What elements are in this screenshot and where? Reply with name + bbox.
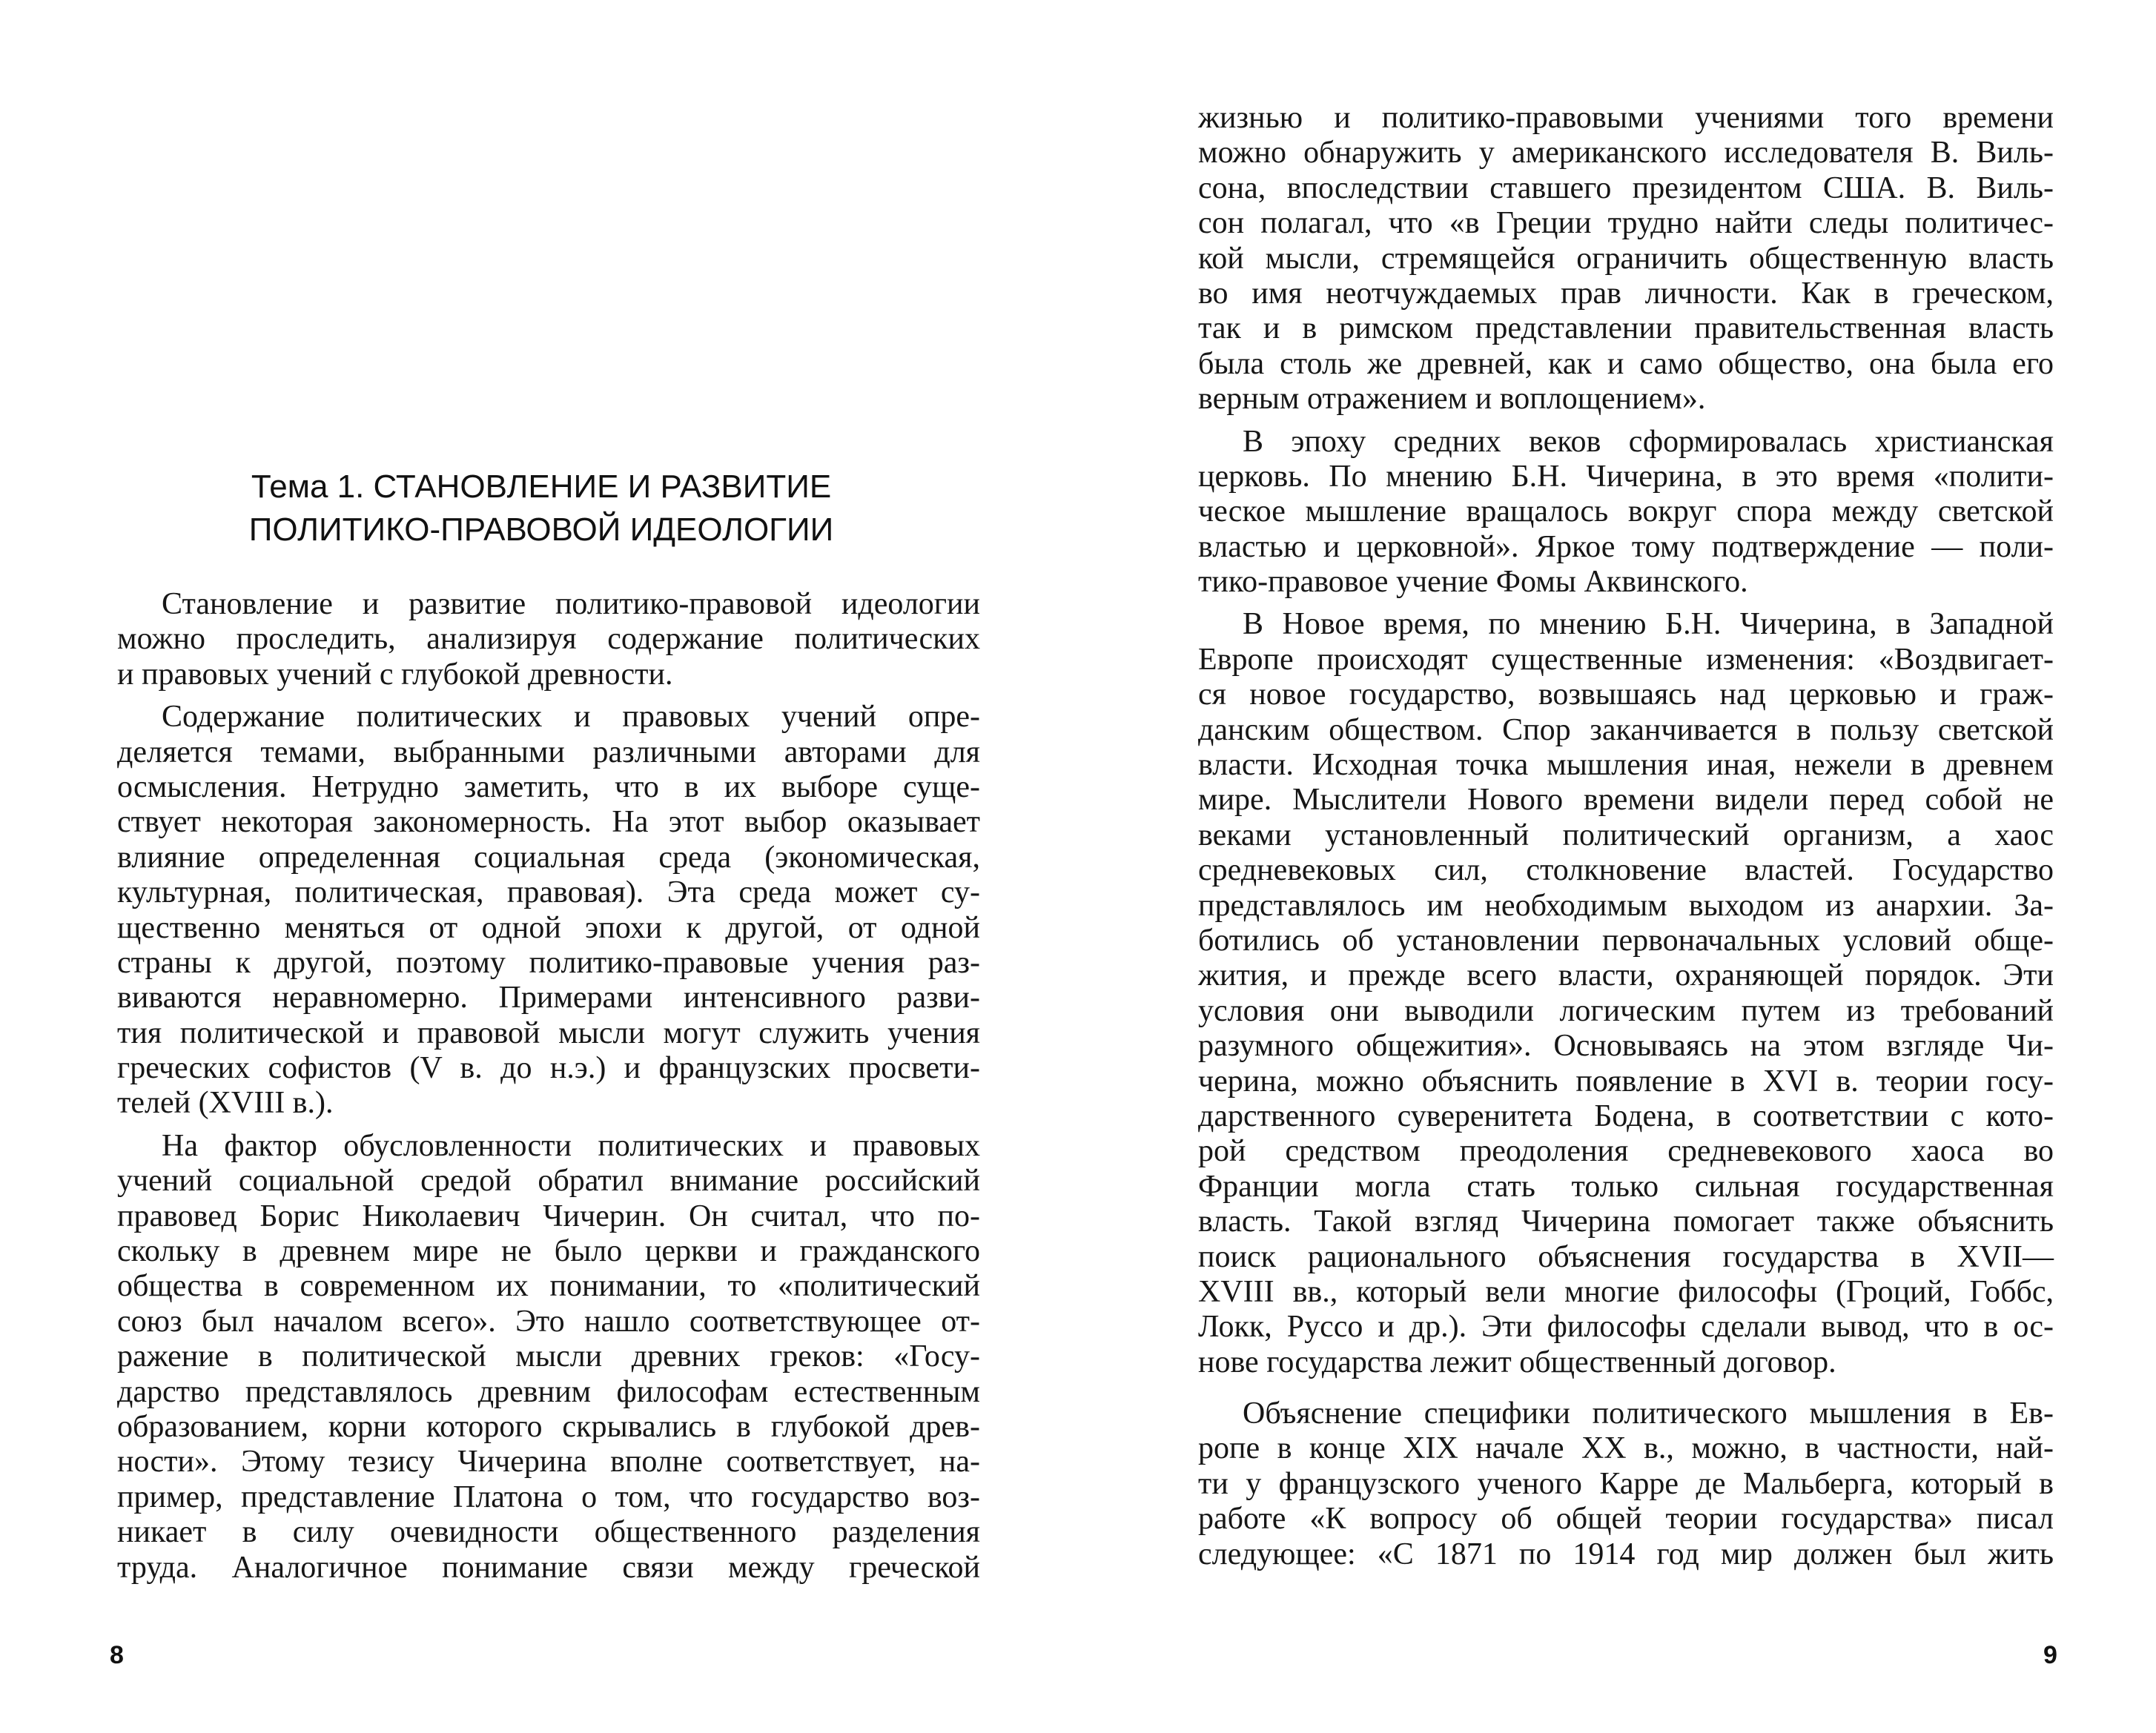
text-line: XVIII вв., который вели многие философы (Гроций, Гоббс,: [1198, 1274, 2054, 1309]
text-line: представлялось им необходимым выходом из анархии. За-: [1198, 888, 2054, 923]
text-line: учений социальной средой обратил внимание российский: [117, 1164, 980, 1199]
text-line: власть. Такой взгляд Чичерина помогает также объяснить: [1198, 1205, 2054, 1239]
text-line: На фактор обусловленности политических и правовых: [162, 1128, 980, 1163]
text-line: средневековых сил, столкновение властей. Государство: [1198, 853, 2054, 888]
text-line: Локк, Руссо и др.). Эти философы сделали вывод, что в ос-: [1198, 1310, 2054, 1345]
text-line: кой мысли, стремящейся ограничить общественную власть: [1198, 241, 2054, 276]
text-line: следующее: «С 1871 по 1914 год мир должен был жить: [1198, 1537, 2054, 1571]
text-line: ботились об установлении первоначальных условий обще-: [1198, 923, 2054, 958]
text-line: деляется темами, выбранными различными авторами для: [117, 735, 980, 769]
text-line: ражение в политической мысли древних греков: «Госу-: [117, 1339, 980, 1374]
text-line: союз был началом всего». Это нашло соответствующее от-: [117, 1304, 980, 1339]
text-line: Европе происходят существенные изменения: «Воздвигает-: [1198, 642, 2054, 677]
text-line: никает в силу очевидности общественного разделения: [117, 1515, 980, 1550]
text-line: тия политической и правовой мысли могут служить учения: [117, 1015, 980, 1050]
text-line: разумного общежития». Основываясь на этом взгляде Чи-: [1198, 1029, 2054, 1064]
text-line: рой средством преодоления средневекового хаоса во: [1198, 1134, 2054, 1169]
text-line: щественно меняться от одной эпохи к другой, от одной: [117, 910, 980, 945]
text-line: нове государства лежит общественный договор.: [1198, 1345, 1836, 1379]
text-line: культурная, политическая, правовая). Эта среда может су-: [117, 875, 980, 910]
text-line: можно обнаружить у американского исследователя В. Виль-: [1198, 136, 2054, 170]
text-line: ся новое государство, возвышаясь над церковью и граж-: [1198, 677, 2054, 712]
text-line: власти. Исходная точка мышления иная, нежели в древнем: [1198, 748, 2054, 783]
left-page-body: [117, 587, 980, 1585]
text-line: мире. Мыслители Нового времени видели перед собой не: [1198, 783, 2054, 818]
right-page-body: [1198, 101, 2054, 1572]
text-line: данским обществом. Спор заканчивается в пользу светской: [1198, 712, 2054, 747]
text-line: ности». Этому тезису Чичерина вполне соответствует, на-: [117, 1445, 980, 1479]
text-line: образованием, корни которого скрывались в глубокой древ-: [117, 1409, 980, 1444]
text-line: скольку в древнем мире не было церкви и гражданского: [117, 1234, 980, 1269]
text-line: правовед Борис Николаевич Чичерин. Он считал, что по-: [117, 1199, 980, 1233]
text-line: греческих софистов (V в. до н.э.) и французских просвети-: [117, 1051, 980, 1086]
text-line: во имя неотчуждаемых прав личности. Как в греческом,: [1198, 276, 2054, 311]
text-line: можно проследить, анализируя содержание политических: [117, 622, 980, 657]
text-line: ти у французского ученого Карре де Мальберга, который в: [1198, 1466, 2054, 1501]
text-line: В эпоху средних веков сформировалась христианская: [1243, 424, 2054, 459]
text-line: так и в римском представлении правительственная власть: [1198, 311, 2054, 346]
text-line: Франции могла стать только сильная государственная: [1198, 1169, 2054, 1204]
text-line: Содержание политических и правовых учений опре-: [162, 700, 980, 735]
right-page: [1078, 0, 2156, 1733]
text-line: общества в современном их понимании, то «политический: [117, 1269, 980, 1304]
text-line: поиск рационального объяснения государства в XVII—: [1198, 1239, 2054, 1274]
text-line: ропе в конце XIX начале XX в., можно, в частности, най-: [1198, 1431, 2054, 1466]
text-line: жития, и прежде всего власти, охраняющей порядок. Эти: [1198, 958, 2054, 993]
chapter-title-line-1: Тема 1. СТАНОВЛЕНИЕ И РАЗВИТИЕ: [251, 468, 832, 505]
text-line: Объяснение специфики политического мышления в Ев-: [1243, 1396, 2054, 1431]
text-line: дарственного суверенитета Бодена, в соответствии с кото-: [1198, 1099, 2054, 1133]
page-number: 9: [2043, 1641, 2057, 1669]
text-line: была столь же древней, как и само общество, она была его: [1198, 346, 2054, 381]
text-line: условия они выводили логическим путем из требований: [1198, 993, 2054, 1028]
text-line: властью и церковной». Яркое тому подтверждение — поли-: [1198, 529, 2054, 564]
text-line: осмысления. Нетрудно заметить, что в их выборе суще-: [117, 769, 980, 804]
text-line: телей (XVIII в.).: [117, 1086, 334, 1121]
text-line: страны к другой, поэтому политико-правовые учения раз-: [117, 945, 980, 980]
text-line: В Новое время, по мнению Б.Н. Чичерина, в Западной: [1243, 607, 2054, 642]
text-line: Становление и развитие политико-правовой идеологии: [162, 587, 980, 621]
text-line: верным отражением и воплощением».: [1198, 382, 1706, 417]
text-line: ческое мышление вращалось вокруг спора между светской: [1198, 494, 2054, 529]
text-line: ствует некоторая закономерность. На этот выбор оказывает: [117, 805, 980, 840]
text-line: черина, можно объяснить появление в XVI в. теории госу-: [1198, 1064, 2054, 1099]
chapter-title: [111, 465, 971, 551]
text-line: тико-правовое учение Фомы Аквинского.: [1198, 565, 1748, 600]
text-line: веками установленный политический организм, а хаос: [1198, 818, 2054, 852]
text-line: жизнью и политико-правовыми учениями того времени: [1198, 101, 2054, 135]
text-line: виваются неравномерно. Примерами интенсивного разви-: [117, 981, 980, 1015]
text-line: влияние определенная социальная среда (экономическая,: [117, 840, 980, 875]
text-line: дарство представлялось древним философам естественным: [117, 1374, 980, 1409]
text-line: сона, впоследствии ставшего президентом США. В. Виль-: [1198, 170, 2054, 205]
text-line: пример, представление Платона о том, что государство воз-: [117, 1479, 980, 1514]
text-line: работе «К вопросу об общей теории государства» писал: [1198, 1502, 2054, 1537]
text-line: и правовых учений с глубокой древности.: [117, 657, 673, 692]
page-number: 8: [110, 1641, 124, 1669]
chapter-title-line-2: ПОЛИТИКО-ПРАВОВОЙ ИДЕОЛОГИИ: [248, 511, 834, 548]
text-line: сон полагал, что «в Греции трудно найти следы политичес-: [1198, 206, 2054, 241]
text-line: труда. Аналогичное понимание связи между греческой: [117, 1550, 980, 1585]
text-line: церковь. По мнению Б.Н. Чичерина, в это время «полити-: [1198, 459, 2054, 494]
